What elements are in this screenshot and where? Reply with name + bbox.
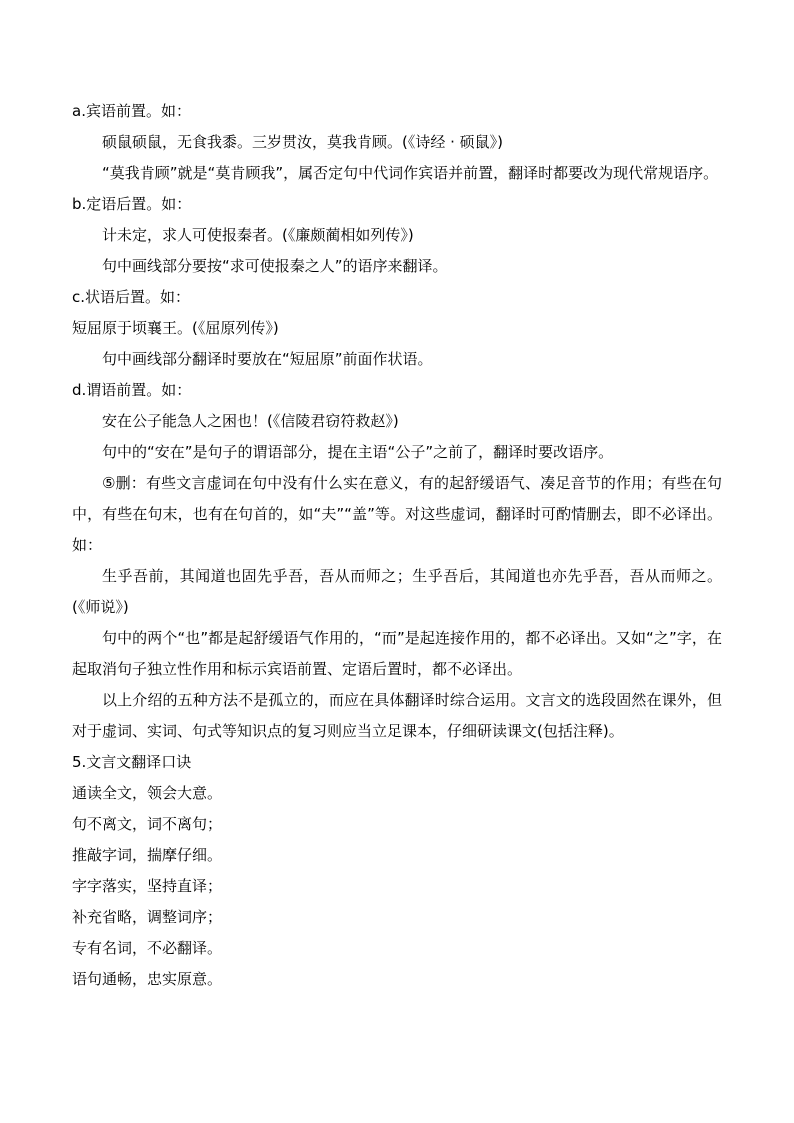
example-lian-po: 计未定，求人可使报秦者。(《廉颇蔺相如列传》): [102, 226, 414, 244]
explanation-object-preposing: “莫我肯顾”就是“莫肯顾我”，属否定句中代词作宾语并前置，翻译时都要改为现代常规语序。: [102, 164, 719, 182]
summary-paragraph: 以上介绍的五种方法不是孤立的，而应在具体翻译时综合运用。文言文的选段固然在课外，但对于虚词、实词、句式等知识点的复习则应当立足课本，仔细研读课文(包括注释)。: [72, 691, 722, 740]
rhyme-line: 字字落实，坚持直译；: [72, 877, 223, 895]
example-xin-ling-jun: 安在公子能急人之困也！(《信陵君窃符救赵》): [102, 412, 399, 430]
heading-adverbial-postposing: c.状语后置。如：: [72, 288, 191, 306]
explanation-adverbial-postposing: 句中画线部分翻译时要放在“短屈原”前面作状语。: [102, 350, 433, 368]
explanation-delete: 句中的两个“也”都是起舒缓语气作用的，“而”是起连接作用的，都不必译出。又如“之”字，在起取消句子独立性作用和标示宾语前置、定语后置时，都不必译出。: [72, 629, 722, 678]
explanation-predicate-preposing: 句中的“安在”是句子的谓语部分，提在主语“公子”之前了，翻译时要改语序。: [102, 443, 614, 461]
method-delete: ⑤删：有些文言虚词在句中没有什么实在意义，有的起舒缓语气、凑足音节的作用；有些在句中，有些在句末，也有在句首的，如“夫”“盖”等。对这些虚词，翻译时可酌情删去，即不必译出。如：: [72, 474, 722, 554]
example-qu-yuan: 短屈原于顷襄王。(《屈原列传》): [72, 319, 279, 337]
heading-attributive-postposing: b.定语后置。如：: [72, 195, 192, 213]
rhyme-line: 补充省略，调整词序；: [72, 908, 223, 926]
rhyme-line: 句不离文，词不离句；: [72, 815, 223, 833]
rhyme-line: 专有名词，不必翻译。: [72, 939, 223, 957]
document-body: [72, 96, 722, 995]
section-heading-translation-rhyme: 5.文言文翻译口诀: [72, 753, 192, 771]
rhyme-line: 推敲字词，揣摩仔细。: [72, 846, 223, 864]
heading-object-preposing: a.宾语前置。如：: [72, 102, 191, 120]
rhyme-line: 语句通畅，忠实原意。: [72, 970, 223, 988]
rhyme-line: 通读全文，领会大意。: [72, 784, 223, 802]
example-shuoshu: 硕鼠硕鼠，无食我黍。三岁贯汝，莫我肯顾。(《诗经 · 硕鼠》): [102, 133, 504, 151]
heading-predicate-preposing: d.谓语前置。如：: [72, 381, 192, 399]
explanation-attributive-postposing: 句中画线部分要按“求可使报秦之人”的语序来翻译。: [102, 257, 448, 275]
example-shi-shuo: 生乎吾前，其闻道也固先乎吾，吾从而师之；生乎吾后，其闻道也亦先乎吾，吾从而师之。(《师说》): [72, 567, 722, 616]
